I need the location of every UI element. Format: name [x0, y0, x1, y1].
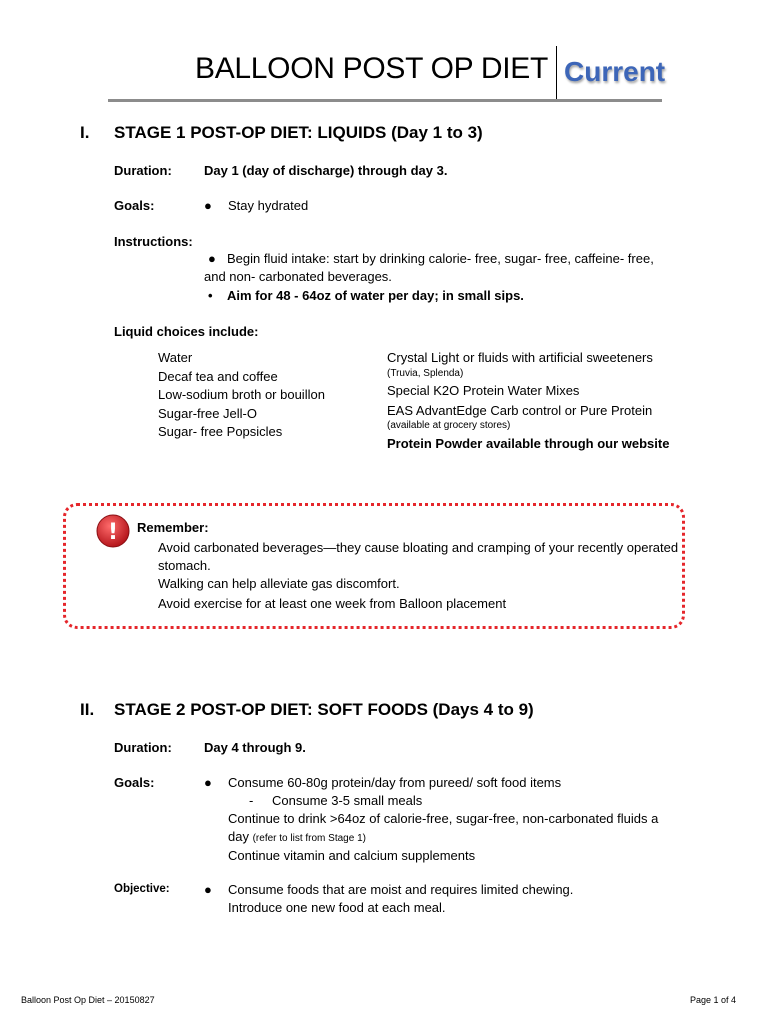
bullet-icon: ●: [204, 775, 212, 790]
goal-item: [228, 829, 366, 844]
footer-page-number: Page 1 of 4: [689, 995, 736, 1005]
duration-value: Day 1 (day of discharge) through day 3.: [204, 163, 448, 178]
goals-label: Goals:: [114, 198, 155, 213]
goal-item-note: (refer to list from Stage 1): [252, 833, 366, 844]
bullet-icon: ●: [208, 251, 216, 266]
current-badge: Current: [564, 56, 666, 87]
bullet-icon: ●: [204, 882, 212, 897]
objective-item: Consume foods that are moist and requires limited chewing.: [228, 882, 574, 897]
duration-label: Duration:: [114, 163, 172, 178]
remember-line: Walking can help alleviate gas discomfort.: [158, 576, 400, 591]
duration-label: Duration:: [114, 740, 172, 755]
list-item-note: (available at grocery stores): [387, 420, 511, 431]
list-item: Low-sodium broth or bouillon: [158, 387, 325, 402]
goal-item: Consume 60-80g protein/day from pureed/ soft food items: [228, 775, 562, 790]
remember-line: Avoid carbonated beverages—they cause bloating and cramping of your recently operated: [158, 540, 679, 555]
remember-line: Avoid exercise for at least one week from Balloon placement: [158, 596, 507, 611]
list-item: Water: [158, 350, 193, 365]
goal-item-text: day: [228, 829, 249, 844]
remember-title: Remember:: [137, 520, 209, 535]
duration-value: Day 4 through 9.: [204, 740, 306, 755]
document-title: BALLOON POST OP DIET: [194, 52, 548, 85]
list-item: Decaf tea and coffee: [158, 368, 278, 384]
goal-item: Stay hydrated: [228, 198, 309, 213]
liquid-list-left: [158, 349, 325, 442]
header-separator: [556, 46, 557, 100]
section-number: I.: [80, 123, 90, 142]
warning-symbol: !: [107, 520, 119, 545]
section-number: II.: [80, 700, 95, 719]
goal-item: Continue to drink >64oz of calorie-free, sugar-free, non-carbonated fluids a: [228, 811, 659, 826]
warning-icon: [96, 514, 130, 548]
list-item: Sugar-free Jell-O: [158, 405, 257, 421]
objective-item: Introduce one new food at each meal.: [228, 900, 446, 915]
list-item: EAS AdvantEdge Carb control or Pure Protein: [387, 403, 653, 418]
goal-subitem: Consume 3-5 small meals: [272, 793, 423, 808]
objective-label: Objective:: [114, 883, 170, 895]
goals-label: Goals:: [114, 775, 155, 790]
goal-item: Continue vitamin and calcium supplements: [228, 848, 476, 863]
bullet-icon: •: [208, 288, 213, 303]
instruction-line: and non- carbonated beverages.: [204, 269, 392, 284]
section-heading: STAGE 2 POST-OP DIET: SOFT FOODS (Days 4 to 9): [114, 700, 534, 719]
list-item: Crystal Light or fluids with artificial sweeteners: [387, 350, 653, 365]
header-rule: [108, 99, 662, 102]
list-item-note: (Truvia, Splenda): [387, 368, 464, 379]
list-item: Special K2O Protein Water Mixes: [387, 383, 580, 398]
section-heading: STAGE 1 POST-OP DIET: LIQUIDS (Day 1 to 3): [114, 123, 483, 142]
list-item: Sugar- free Popsicles: [158, 424, 283, 439]
instruction-line: Begin fluid intake: start by drinking calorie- free, sugar- free, caffeine- free,: [227, 251, 654, 266]
remember-line: stomach.: [158, 558, 211, 573]
liquid-choices-label: Liquid choices include:: [114, 324, 259, 339]
dash-icon: -: [249, 793, 254, 808]
instructions-label: Instructions:: [114, 234, 193, 249]
list-item: Protein Powder available through our website: [387, 436, 670, 451]
bullet-icon: ●: [204, 198, 212, 213]
instruction-line: Aim for 48 - 64oz of water per day; in small sips.: [227, 288, 524, 303]
footer-doc-id: Balloon Post Op Diet – 20150827: [21, 995, 155, 1005]
